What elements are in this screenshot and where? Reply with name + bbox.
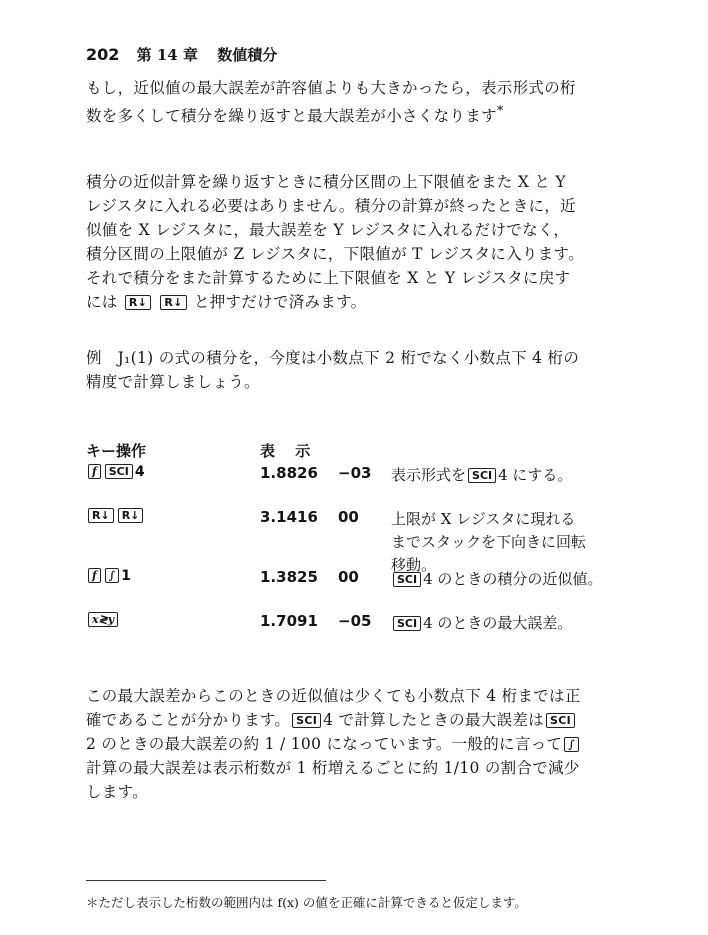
rdown-key: R↓ [125, 295, 151, 310]
x-swap-y-key: x≷y [88, 612, 118, 627]
display-mantissa: 1.8826 [260, 464, 318, 482]
step-description [391, 568, 626, 591]
text-fragment: 表示形式を [391, 466, 467, 484]
key-sequence [86, 612, 120, 628]
column-header-keys: キー操作 [86, 442, 147, 460]
text-line [86, 100, 622, 128]
text-fragment: と押すだけで済みます。 [193, 293, 367, 311]
page-number: 202 [86, 45, 120, 64]
sci-key: SCI [468, 468, 496, 483]
text-fragment: 4 で計算したときの最大誤差は [323, 711, 544, 729]
sci-key: SCI [393, 572, 421, 587]
display-exponent: −03 [338, 464, 372, 482]
rdown-key: R↓ [118, 508, 144, 523]
sci-key: SCI [546, 713, 575, 728]
column-header-display: 表 示 [260, 442, 311, 460]
text-line [86, 708, 622, 732]
digit: 4 [134, 464, 145, 480]
text-line: 積分区間の上限値が Z レジスタに，下限値が T レジスタに入ります。 [86, 245, 584, 263]
text-line: もし，近似値の最大誤差が許容値よりも大きかったら，表示形式の桁 [86, 79, 576, 97]
footnote-mark: * [496, 104, 504, 119]
text-line: レジスタに入れる必要はありません。積分の計算が終ったときに，近 [86, 197, 576, 215]
text-line: 積分の近似計算を繰り返すときに積分区間の上下限値をまた X と Y [86, 173, 566, 191]
integral-key: ∫ [564, 737, 579, 752]
sci-key: SCI [393, 616, 421, 631]
footnote-divider [86, 880, 326, 881]
text-line: 上限が X レジスタに現れる [391, 510, 576, 528]
text-fragment: 4 にする。 [498, 466, 573, 484]
rdown-key: R↓ [88, 508, 114, 523]
sci-key: SCI [105, 464, 133, 479]
chapter-title: 数値積分 [217, 46, 278, 64]
rdown-key: R↓ [160, 295, 186, 310]
text-line: 似値を X レジスタに，最大誤差を Y レジスタに入れるだけでなく， [86, 221, 570, 239]
example-paragraph [86, 346, 622, 394]
display-exponent: −05 [338, 612, 372, 630]
text-fragment: 4 のときの積分の近似値。 [423, 570, 603, 588]
text-fragment: 数を多くして積分を繰り返すと最大誤差が小さくなります [86, 107, 497, 126]
display-mantissa: 3.1416 [260, 508, 318, 526]
text-line: します。 [86, 783, 148, 801]
text-line: それで積分をまた計算するために上下限値を X と Y レジスタに戻す [86, 269, 571, 287]
conclusion-paragraph [86, 684, 622, 804]
chapter-label: 第 14 章 [136, 46, 198, 64]
text-line: この最大誤差からこのときの近似値は少くても小数点下 4 桁までは正 [86, 687, 581, 705]
intro-paragraph [86, 76, 622, 128]
footnote: ＊ただし表示した桁数の範囲内は f(x) の値を正確に計算できると仮定します。 [86, 895, 527, 910]
step-description [391, 612, 626, 635]
digit: 1 [121, 568, 131, 584]
text-line [86, 732, 622, 756]
text-line: 計算の最大誤差は表示桁数が 1 桁増えるごとに約 1/10 の割合で減少 [86, 759, 580, 777]
f-key: f [88, 464, 101, 479]
key-sequence [86, 464, 145, 480]
key-sequence [86, 568, 131, 584]
text-fragment: 2 のときの最大誤差の約 1 / 100 になっています。一般的に言って [86, 735, 563, 753]
page-header [86, 44, 277, 65]
step-description [391, 464, 626, 487]
step-description [391, 508, 626, 577]
display-exponent: 00 [338, 508, 359, 526]
f-key: f [88, 568, 101, 583]
display-mantissa: 1.7091 [260, 612, 318, 630]
sci-key: SCI [292, 713, 321, 728]
text-line: までスタックを下向きに回転 [391, 533, 587, 551]
text-fragment: 確であることが分かります。 [86, 711, 291, 729]
display-exponent: 00 [338, 568, 359, 586]
text-line [86, 290, 622, 314]
text-line: 移動。 [391, 556, 437, 574]
text-line: 精度で計算しましょう。 [86, 373, 260, 391]
text-line: 例 J₁(1) の式の積分を，今度は小数点下 2 桁でなく小数点下 4 桁の [86, 349, 580, 367]
key-sequence [86, 508, 145, 524]
text-fragment: 4 のときの最大誤差。 [423, 614, 573, 632]
display-mantissa: 1.3825 [260, 568, 318, 586]
stack-paragraph [86, 170, 622, 314]
text-fragment: には [86, 293, 118, 311]
integral-key: ∫ [105, 568, 119, 583]
